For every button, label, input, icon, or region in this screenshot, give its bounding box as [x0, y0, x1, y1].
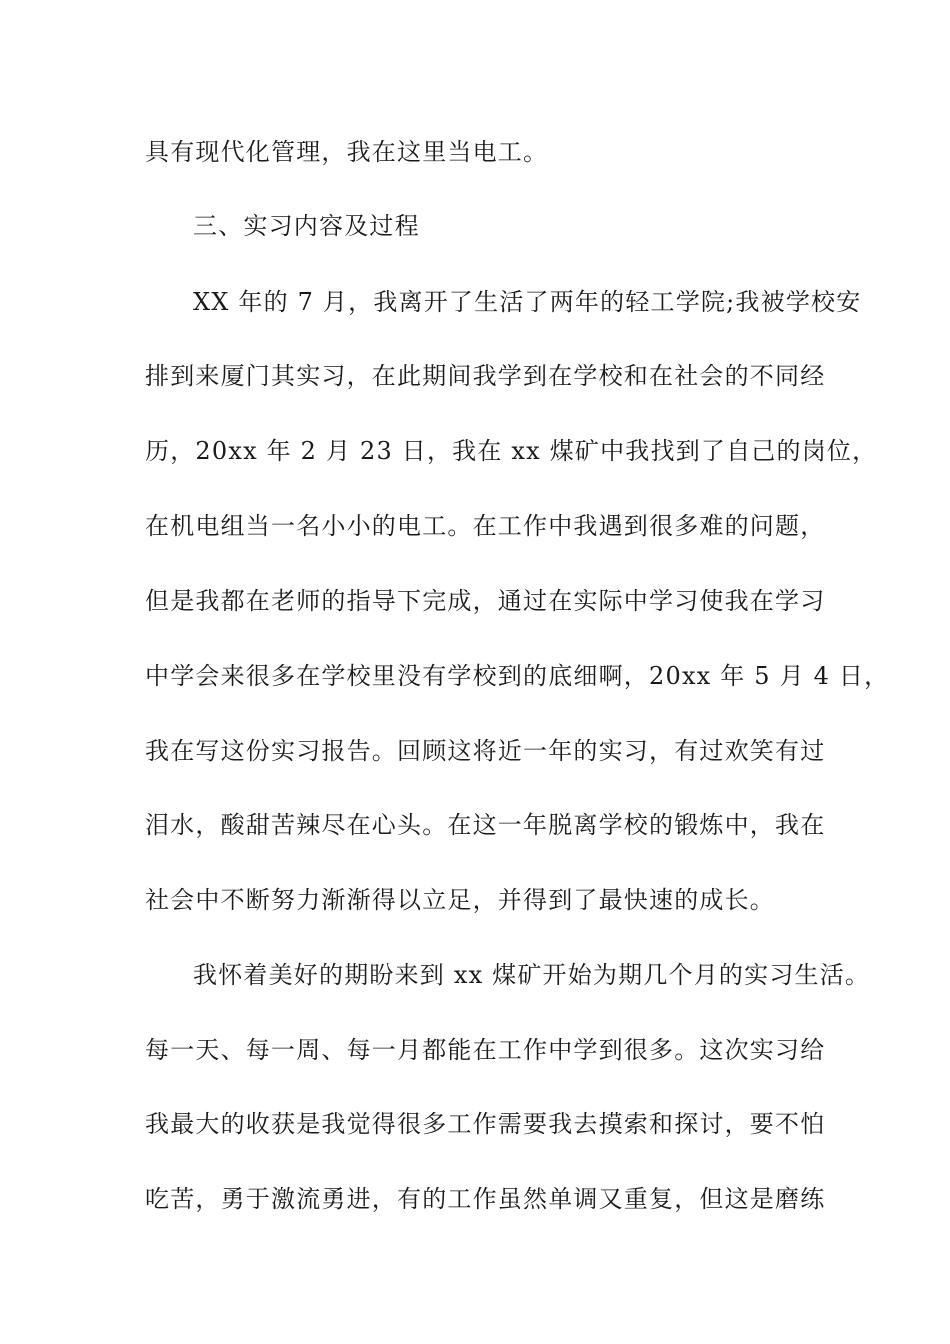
text-line: 我最大的收获是我觉得很多工作需要我去摸索和探讨，要不怕	[145, 1110, 826, 1138]
text-line: 每一天、每一周、每一月都能在工作中学到很多。这次实习给	[145, 1036, 826, 1064]
text-line: 在机电组当一名小小的电工。在工作中我遇到很多难的问题，	[145, 512, 826, 540]
text-line: 泪水，酸甜苦辣尽在心头。在这一年脱离学校的锻炼中，我在	[145, 811, 826, 839]
text-line: 吃苦，勇于激流勇进，有的工作虽然单调又重复，但这是磨练	[145, 1185, 826, 1213]
text-line: XX 年的 7 月，我离开了生活了两年的轻工学院;我被学校安	[193, 288, 862, 316]
text-line: 具有现代化管理，我在这里当电工。	[145, 138, 549, 166]
text-line: 我在写这份实习报告。回顾这将近一年的实习，有过欢笑有过	[145, 737, 826, 765]
text-line: 社会中不断努力渐渐得以立足，并得到了最快速的成长。	[145, 886, 775, 914]
text-line: 中学会来很多在学校里没有学校到的底细啊，20xx 年 5 月 4 日，	[145, 662, 890, 690]
text-line: 我怀着美好的期盼来到 xx 煤矿开始为期几个月的实习生活。	[193, 961, 871, 989]
text-line: 排到来厦门其实习，在此期间我学到在学校和在社会的不同经	[145, 362, 826, 390]
section-heading: 三、实习内容及过程	[193, 212, 420, 240]
text-line: 历，20xx 年 2 月 23 日，我在 xx 煤矿中我找到了自己的岗位，	[145, 437, 878, 465]
text-line: 但是我都在老师的指导下完成，通过在实际中学习使我在学习	[145, 587, 826, 615]
